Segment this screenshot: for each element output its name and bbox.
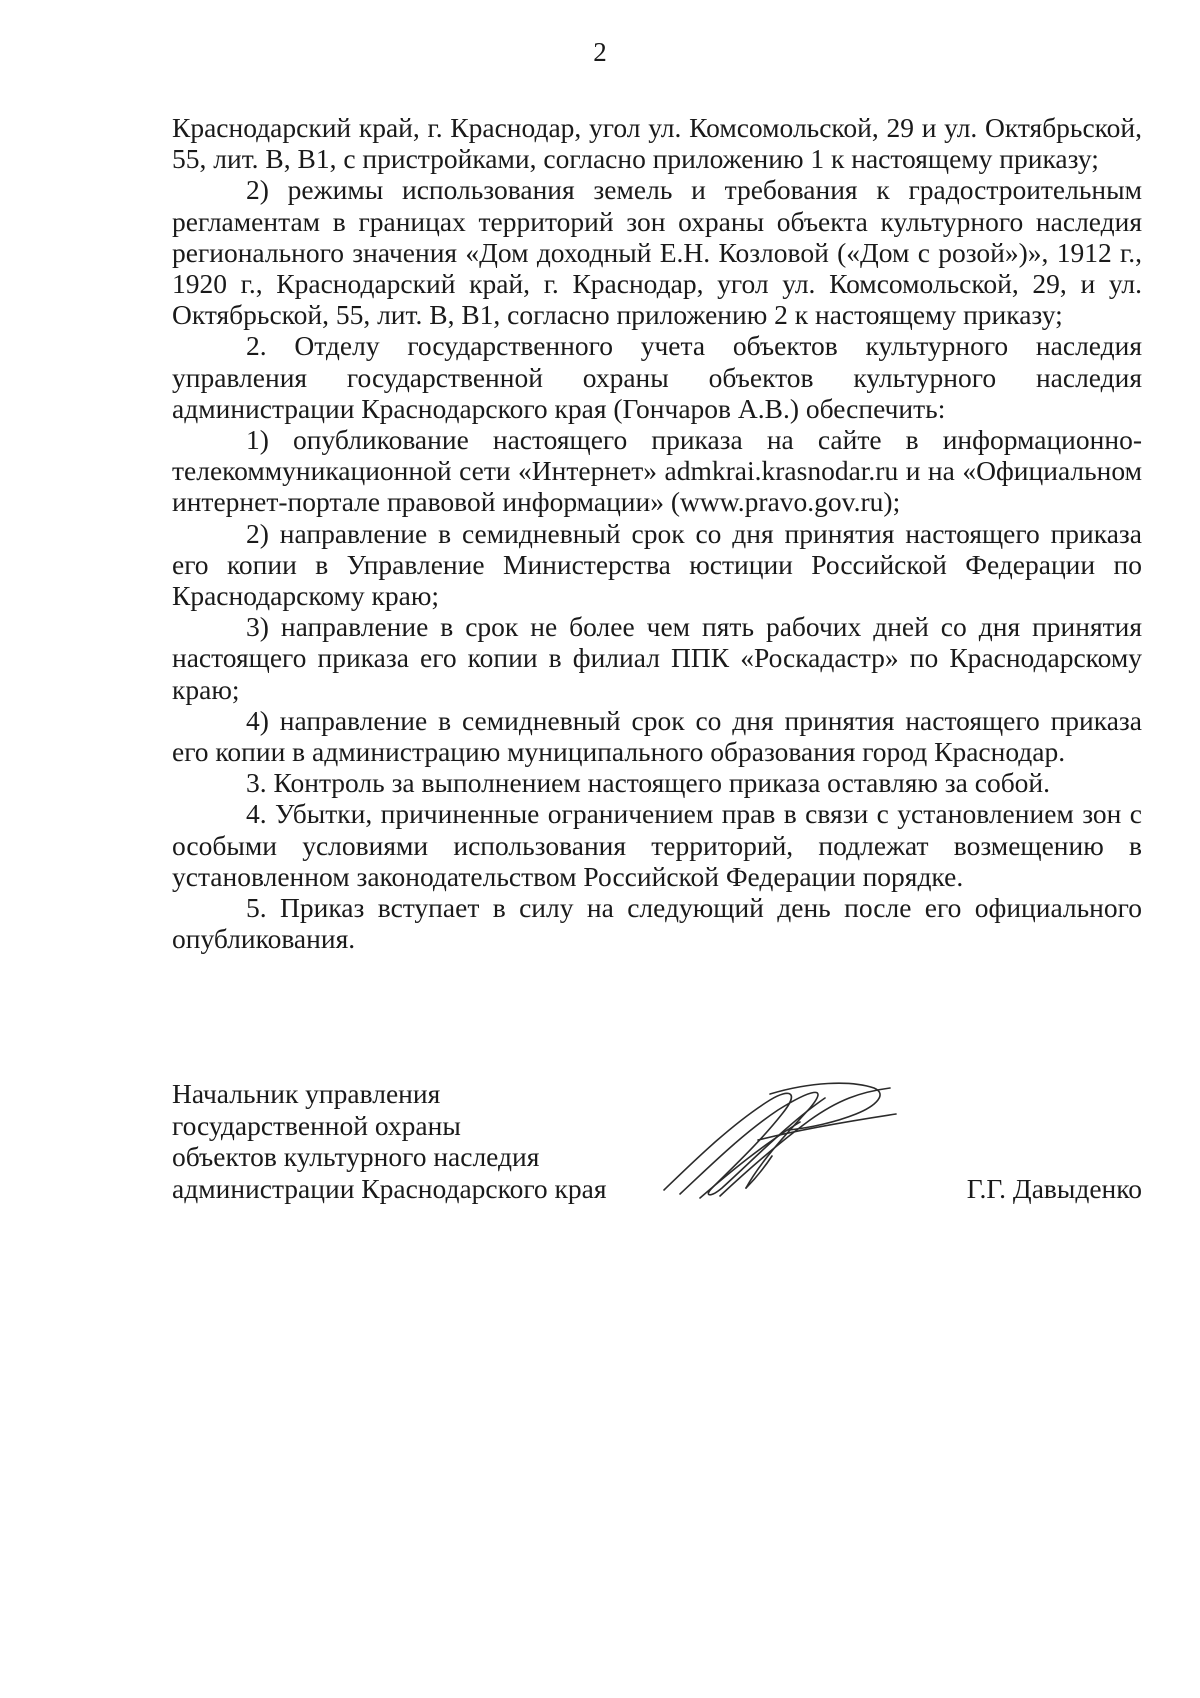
paragraph-section-2: 2. Отделу государственного учета объектов культурного наследия управления государственной охраны объектов культурного наследия администрации Краснодарского края (Гончаров А.В.) обеспечить: bbox=[172, 330, 1142, 424]
paragraph-continuation: Краснодарский край, г. Краснодар, угол ул. Комсомольской, 29 и ул. Октябрьской, 55, лит. В, В1, с пристройками, согласно приложению 1 к настоящему приказу; bbox=[172, 112, 1142, 175]
signer-title-line: государственной охраны bbox=[172, 1109, 461, 1141]
paragraph-item-2-regimes: 2) режимы использования земель и требования к градостроительным регламентам в границах территорий зон охраны объекта культурного наследия регионального значения «Дом доходный Е.Н. Козловой («Дом с розой»)», 1912 г., 1920 г., Краснодарский край, г. Краснодар, угол ул. Комсомольской, 29, и ул. Октябрьской, 55, лит. В, В1, согласно приложению 2 к настоящему приказу; bbox=[172, 174, 1142, 331]
signer-title bbox=[172, 1078, 607, 1204]
paragraph-subitem-1-publication: 1) опубликование настоящего приказа на сайте в информационно-телекоммуникационной сети «Интернет» admkrai.krasnodar.ru и на «Официальном интернет-портале правовой информации» (www.pravo.gov.ru); bbox=[172, 424, 1142, 518]
paragraph-subitem-3-roskadastr: 3) направление в срок не более чем пять рабочих дней со дня принятия настоящего приказа его копии в филиал ППК «Роскадастр» по Краснодарскому краю; bbox=[172, 611, 1142, 705]
paragraph-section-3: 3. Контроль за выполнением настоящего приказа оставляю за собой. bbox=[246, 767, 1051, 799]
paragraph-section-5: 5. Приказ вступает в силу на следующий день после его официального опубликования. bbox=[172, 892, 1142, 955]
signature-block bbox=[172, 1078, 1142, 1228]
document-body bbox=[172, 112, 1142, 954]
signer-title-line: объектов культурного наследия bbox=[172, 1141, 540, 1172]
signer-name: Г.Г. Давыденко bbox=[966, 1172, 1142, 1204]
paragraph-section-4: 4. Убытки, причиненные ограничением прав в связи с установлением зон с особыми условиями использования территорий, подлежат возмещению в установленном законодательством Российской Федерации порядке. bbox=[172, 798, 1142, 892]
signer-title-line: Начальник управления bbox=[172, 1078, 441, 1109]
signer-title-line: администрации Краснодарского края bbox=[172, 1172, 607, 1204]
handwritten-signature bbox=[660, 1070, 900, 1220]
paragraph-subitem-4-administration: 4) направление в семидневный срок со дня принятия настоящего приказа его копии в администрацию муниципального образования город Краснодар. bbox=[172, 704, 1142, 768]
paragraph-subitem-2-ministry: 2) направление в семидневный срок со дня принятия настоящего приказа его копии в Управление Министерства юстиции Российской Федерации по Краснодарскому краю; bbox=[172, 517, 1142, 612]
page-number: 2 bbox=[593, 37, 607, 67]
